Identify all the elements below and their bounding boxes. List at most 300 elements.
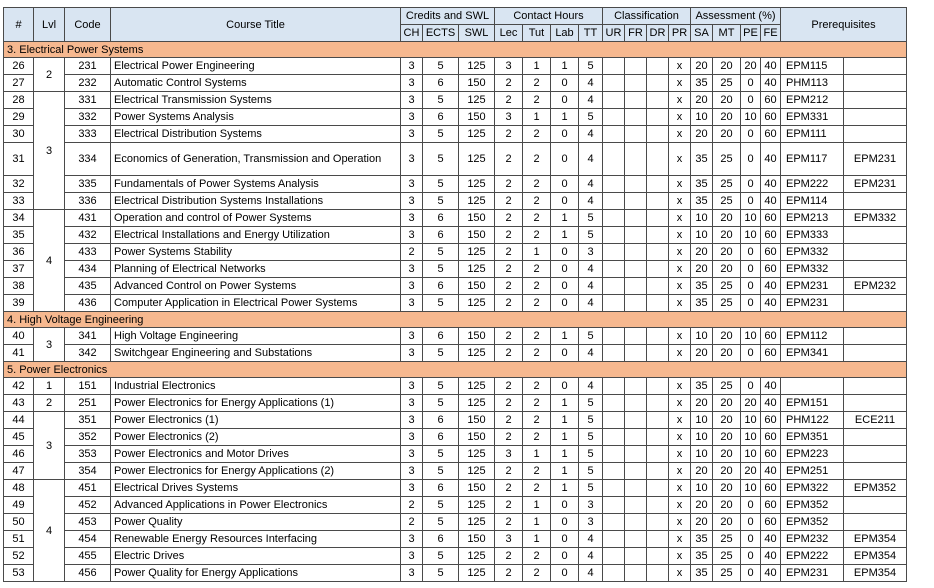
cell-fe: 40 [761, 58, 781, 75]
prerequisite-2 [844, 429, 907, 446]
level-cell: 4 [34, 210, 65, 312]
sub-header-lab: Lab [551, 25, 579, 42]
cell-ur [603, 278, 625, 295]
cell-fe: 60 [761, 92, 781, 109]
cell-ch: 3 [401, 261, 423, 278]
cell-tt: 4 [579, 126, 603, 143]
cell-fe: 60 [761, 126, 781, 143]
section-title: 3. Electrical Power Systems [4, 42, 907, 58]
cell-swl: 150 [459, 227, 495, 244]
cell-lec: 2 [495, 378, 523, 395]
cell-sa: 10 [691, 328, 713, 345]
sub-header-swl: SWL [459, 25, 495, 42]
cell-ch: 3 [401, 58, 423, 75]
cell-ur [603, 328, 625, 345]
cell-sa: 20 [691, 497, 713, 514]
cell-ch: 3 [401, 227, 423, 244]
cell-swl: 125 [459, 143, 495, 176]
cell-dr [647, 328, 669, 345]
cell-swl: 125 [459, 295, 495, 312]
cell-mt: 20 [713, 261, 741, 278]
cell-fe: 60 [761, 514, 781, 531]
cell-lec: 2 [495, 548, 523, 565]
cell-pe: 20 [741, 58, 761, 75]
prerequisite-1: EPM231 [781, 565, 844, 582]
cell-lab: 1 [551, 480, 579, 497]
prerequisite-1: EPM117 [781, 143, 844, 176]
cell-lab: 1 [551, 210, 579, 227]
prerequisite-1: EPM232 [781, 531, 844, 548]
table-row [4, 531, 907, 548]
row-number: 31 [4, 143, 34, 176]
cell-pe: 10 [741, 412, 761, 429]
cell-lab: 0 [551, 126, 579, 143]
cell-tt: 4 [579, 261, 603, 278]
cell-dr [647, 295, 669, 312]
prerequisite-2 [844, 261, 907, 278]
cell-dr [647, 109, 669, 126]
cell-lec: 3 [495, 531, 523, 548]
cell-tt: 5 [579, 463, 603, 480]
course-code: 453 [65, 514, 111, 531]
table-row [4, 395, 907, 412]
cell-ects: 5 [423, 143, 459, 176]
row-number: 49 [4, 497, 34, 514]
cell-swl: 150 [459, 75, 495, 92]
cell-pr: x [669, 244, 691, 261]
row-number: 51 [4, 531, 34, 548]
cell-ch: 3 [401, 75, 423, 92]
row-number: 34 [4, 210, 34, 227]
row-number: 30 [4, 126, 34, 143]
cell-fr [625, 480, 647, 497]
cell-mt: 20 [713, 328, 741, 345]
prerequisite-1: EPM223 [781, 446, 844, 463]
cell-tt: 4 [579, 345, 603, 362]
cell-dr [647, 227, 669, 244]
prerequisite-2: EPM332 [844, 210, 907, 227]
row-number: 36 [4, 244, 34, 261]
cell-swl: 125 [459, 261, 495, 278]
cell-ur [603, 446, 625, 463]
cell-pe: 0 [741, 75, 761, 92]
cell-mt: 20 [713, 480, 741, 497]
prerequisite-1: EPM322 [781, 480, 844, 497]
table-row [4, 378, 907, 395]
prerequisite-1: PHM113 [781, 75, 844, 92]
course-title: High Voltage Engineering [111, 328, 401, 345]
cell-pe: 0 [741, 531, 761, 548]
table-row [4, 429, 907, 446]
cell-ch: 3 [401, 378, 423, 395]
cell-ur [603, 497, 625, 514]
prerequisite-2 [844, 378, 907, 395]
prerequisite-2 [844, 244, 907, 261]
cell-ur [603, 58, 625, 75]
cell-tut: 2 [523, 480, 551, 497]
prerequisite-2 [844, 463, 907, 480]
cell-pe: 0 [741, 378, 761, 395]
cell-swl: 125 [459, 565, 495, 582]
table-row [4, 480, 907, 497]
cell-pr: x [669, 328, 691, 345]
prerequisite-2 [844, 497, 907, 514]
prerequisite-1: EPM352 [781, 497, 844, 514]
cell-sa: 35 [691, 378, 713, 395]
cell-fr [625, 244, 647, 261]
cell-tut: 1 [523, 109, 551, 126]
cell-lec: 2 [495, 565, 523, 582]
course-code: 341 [65, 328, 111, 345]
cell-swl: 125 [459, 497, 495, 514]
cell-dr [647, 278, 669, 295]
cell-dr [647, 176, 669, 193]
cell-pe: 10 [741, 109, 761, 126]
cell-pe: 0 [741, 244, 761, 261]
cell-ch: 3 [401, 429, 423, 446]
cell-lab: 1 [551, 109, 579, 126]
cell-tt: 4 [579, 548, 603, 565]
header-prerequisites: Prerequisites [781, 8, 907, 42]
cell-tut: 1 [523, 531, 551, 548]
cell-pe: 10 [741, 446, 761, 463]
cell-tt: 4 [579, 193, 603, 210]
table-row [4, 261, 907, 278]
cell-tut: 2 [523, 75, 551, 92]
table-row [4, 345, 907, 362]
cell-fe: 60 [761, 497, 781, 514]
cell-pr: x [669, 531, 691, 548]
cell-tt: 4 [579, 378, 603, 395]
cell-swl: 125 [459, 514, 495, 531]
cell-pr: x [669, 278, 691, 295]
cell-dr [647, 75, 669, 92]
course-title: Electrical Transmission Systems [111, 92, 401, 109]
table-row [4, 463, 907, 480]
cell-fe: 60 [761, 446, 781, 463]
course-code: 335 [65, 176, 111, 193]
cell-ch: 3 [401, 395, 423, 412]
sub-header-pe: PE [741, 25, 761, 42]
course-table [3, 7, 907, 582]
cell-fr [625, 497, 647, 514]
cell-dr [647, 261, 669, 278]
cell-tut: 1 [523, 514, 551, 531]
cell-pr: x [669, 565, 691, 582]
cell-pr: x [669, 126, 691, 143]
cell-tut: 1 [523, 244, 551, 261]
cell-pe: 0 [741, 143, 761, 176]
table-row [4, 143, 907, 176]
cell-sa: 10 [691, 210, 713, 227]
prerequisite-2: EPM231 [844, 143, 907, 176]
cell-sa: 35 [691, 295, 713, 312]
cell-sa: 35 [691, 75, 713, 92]
cell-sa: 35 [691, 548, 713, 565]
cell-mt: 25 [713, 531, 741, 548]
cell-tt: 3 [579, 514, 603, 531]
course-code: 433 [65, 244, 111, 261]
cell-dr [647, 446, 669, 463]
course-title: Power Electronics and Motor Drives [111, 446, 401, 463]
cell-fr [625, 345, 647, 362]
cell-ects: 5 [423, 514, 459, 531]
cell-pe: 10 [741, 429, 761, 446]
header-code: Code [65, 8, 111, 42]
cell-sa: 10 [691, 480, 713, 497]
cell-pr: x [669, 463, 691, 480]
course-title: Planning of Electrical Networks [111, 261, 401, 278]
cell-lab: 0 [551, 143, 579, 176]
cell-ects: 5 [423, 497, 459, 514]
cell-sa: 20 [691, 395, 713, 412]
cell-pr: x [669, 109, 691, 126]
cell-ur [603, 412, 625, 429]
cell-ur [603, 295, 625, 312]
cell-lab: 0 [551, 345, 579, 362]
cell-ur [603, 193, 625, 210]
prerequisite-2 [844, 58, 907, 75]
level-cell: 3 [34, 92, 65, 210]
cell-lab: 0 [551, 176, 579, 193]
cell-ects: 5 [423, 463, 459, 480]
cell-lec: 2 [495, 429, 523, 446]
cell-tut: 2 [523, 463, 551, 480]
table-row [4, 497, 907, 514]
cell-tut: 1 [523, 446, 551, 463]
cell-sa: 20 [691, 261, 713, 278]
course-title: Power Systems Stability [111, 244, 401, 261]
cell-pr: x [669, 548, 691, 565]
cell-sa: 35 [691, 565, 713, 582]
cell-tt: 5 [579, 328, 603, 345]
course-title: Operation and control of Power Systems [111, 210, 401, 227]
cell-pe: 20 [741, 463, 761, 480]
cell-fr [625, 328, 647, 345]
cell-swl: 150 [459, 480, 495, 497]
prerequisite-1: EPM231 [781, 295, 844, 312]
table-row [4, 295, 907, 312]
cell-ects: 5 [423, 176, 459, 193]
cell-tut: 2 [523, 143, 551, 176]
cell-tut: 2 [523, 126, 551, 143]
cell-ch: 3 [401, 412, 423, 429]
cell-pr: x [669, 227, 691, 244]
cell-ch: 3 [401, 345, 423, 362]
cell-lec: 2 [495, 278, 523, 295]
cell-fr [625, 463, 647, 480]
cell-fr [625, 193, 647, 210]
cell-sa: 35 [691, 193, 713, 210]
cell-ur [603, 429, 625, 446]
cell-ects: 6 [423, 480, 459, 497]
cell-mt: 25 [713, 193, 741, 210]
cell-ur [603, 480, 625, 497]
course-code: 232 [65, 75, 111, 92]
prerequisite-1: PHM122 [781, 412, 844, 429]
course-code: 455 [65, 548, 111, 565]
cell-tt: 5 [579, 58, 603, 75]
cell-lab: 0 [551, 531, 579, 548]
table-row [4, 210, 907, 227]
cell-ch: 3 [401, 278, 423, 295]
cell-fe: 40 [761, 278, 781, 295]
cell-pe: 0 [741, 565, 761, 582]
cell-fe: 40 [761, 295, 781, 312]
cell-ur [603, 463, 625, 480]
prerequisite-2 [844, 126, 907, 143]
cell-tut: 2 [523, 278, 551, 295]
cell-ects: 6 [423, 328, 459, 345]
prerequisite-1: EPM213 [781, 210, 844, 227]
cell-fr [625, 143, 647, 176]
prerequisite-2: EPM231 [844, 176, 907, 193]
cell-ects: 6 [423, 227, 459, 244]
prerequisite-2: EPM354 [844, 531, 907, 548]
cell-ch: 3 [401, 92, 423, 109]
course-title: Power Quality [111, 514, 401, 531]
cell-sa: 20 [691, 514, 713, 531]
prerequisite-1: EPM332 [781, 244, 844, 261]
row-number: 37 [4, 261, 34, 278]
cell-dr [647, 463, 669, 480]
header-level: Lvl [34, 8, 65, 42]
cell-mt: 20 [713, 244, 741, 261]
cell-sa: 35 [691, 176, 713, 193]
cell-tt: 5 [579, 429, 603, 446]
cell-mt: 25 [713, 548, 741, 565]
header-contact-group: Contact Hours [495, 8, 603, 25]
cell-pe: 0 [741, 345, 761, 362]
course-title: Power Electronics for Energy Applications (2) [111, 463, 401, 480]
cell-tut: 2 [523, 328, 551, 345]
cell-tut: 2 [523, 261, 551, 278]
cell-tt: 5 [579, 446, 603, 463]
cell-fr [625, 548, 647, 565]
cell-pr: x [669, 412, 691, 429]
cell-pe: 0 [741, 278, 761, 295]
cell-tut: 2 [523, 295, 551, 312]
prerequisite-1: EPM341 [781, 345, 844, 362]
header-assessment-group: Assessment (%) [691, 8, 781, 25]
cell-ects: 6 [423, 278, 459, 295]
prerequisite-2 [844, 514, 907, 531]
cell-lab: 0 [551, 261, 579, 278]
cell-swl: 125 [459, 378, 495, 395]
course-code: 333 [65, 126, 111, 143]
cell-ch: 3 [401, 210, 423, 227]
course-title: Economics of Generation, Transmission and Operation [111, 143, 401, 176]
course-title: Switchgear Engineering and Substations [111, 345, 401, 362]
cell-dr [647, 244, 669, 261]
cell-ch: 3 [401, 295, 423, 312]
prerequisite-2: ECE211 [844, 412, 907, 429]
cell-fe: 60 [761, 429, 781, 446]
cell-lab: 0 [551, 514, 579, 531]
cell-sa: 20 [691, 92, 713, 109]
cell-lec: 2 [495, 92, 523, 109]
prerequisite-1 [781, 378, 844, 395]
prerequisite-1: EPM115 [781, 58, 844, 75]
cell-dr [647, 193, 669, 210]
cell-lab: 1 [551, 395, 579, 412]
cell-fr [625, 446, 647, 463]
cell-ur [603, 565, 625, 582]
cell-dr [647, 210, 669, 227]
cell-swl: 125 [459, 548, 495, 565]
cell-lab: 0 [551, 244, 579, 261]
cell-pr: x [669, 176, 691, 193]
cell-ur [603, 143, 625, 176]
cell-ch: 3 [401, 531, 423, 548]
prerequisite-1: EPM251 [781, 463, 844, 480]
cell-lab: 1 [551, 446, 579, 463]
course-code: 332 [65, 109, 111, 126]
course-code: 454 [65, 531, 111, 548]
cell-fr [625, 75, 647, 92]
prerequisite-2: EPM354 [844, 548, 907, 565]
row-number: 50 [4, 514, 34, 531]
level-cell: 2 [34, 395, 65, 412]
course-title: Electrical Drives Systems [111, 480, 401, 497]
cell-pe: 0 [741, 126, 761, 143]
cell-fr [625, 278, 647, 295]
cell-ch: 2 [401, 514, 423, 531]
cell-lec: 2 [495, 143, 523, 176]
course-title: Advanced Control on Power Systems [111, 278, 401, 295]
cell-ch: 3 [401, 480, 423, 497]
cell-lec: 2 [495, 176, 523, 193]
cell-pe: 0 [741, 193, 761, 210]
cell-pe: 20 [741, 395, 761, 412]
row-number: 32 [4, 176, 34, 193]
header-classification-group: Classification [603, 8, 691, 25]
cell-swl: 125 [459, 395, 495, 412]
prerequisite-1: EPM114 [781, 193, 844, 210]
row-number: 26 [4, 58, 34, 75]
cell-lab: 1 [551, 412, 579, 429]
row-number: 28 [4, 92, 34, 109]
header-course-title: Course Title [111, 8, 401, 42]
cell-fr [625, 126, 647, 143]
cell-sa: 10 [691, 109, 713, 126]
level-cell: 4 [34, 480, 65, 582]
cell-mt: 20 [713, 345, 741, 362]
course-code: 336 [65, 193, 111, 210]
cell-pr: x [669, 378, 691, 395]
cell-fr [625, 92, 647, 109]
cell-lec: 3 [495, 109, 523, 126]
cell-pr: x [669, 75, 691, 92]
cell-fe: 40 [761, 548, 781, 565]
table-row [4, 193, 907, 210]
cell-pr: x [669, 514, 691, 531]
cell-tt: 4 [579, 143, 603, 176]
cell-tut: 2 [523, 227, 551, 244]
course-code: 331 [65, 92, 111, 109]
cell-swl: 150 [459, 429, 495, 446]
table-row [4, 176, 907, 193]
cell-tut: 2 [523, 345, 551, 362]
cell-ch: 3 [401, 143, 423, 176]
cell-ur [603, 514, 625, 531]
cell-dr [647, 565, 669, 582]
cell-ch: 3 [401, 109, 423, 126]
table-row [4, 126, 907, 143]
cell-ects: 5 [423, 565, 459, 582]
cell-fr [625, 227, 647, 244]
cell-fe: 60 [761, 227, 781, 244]
